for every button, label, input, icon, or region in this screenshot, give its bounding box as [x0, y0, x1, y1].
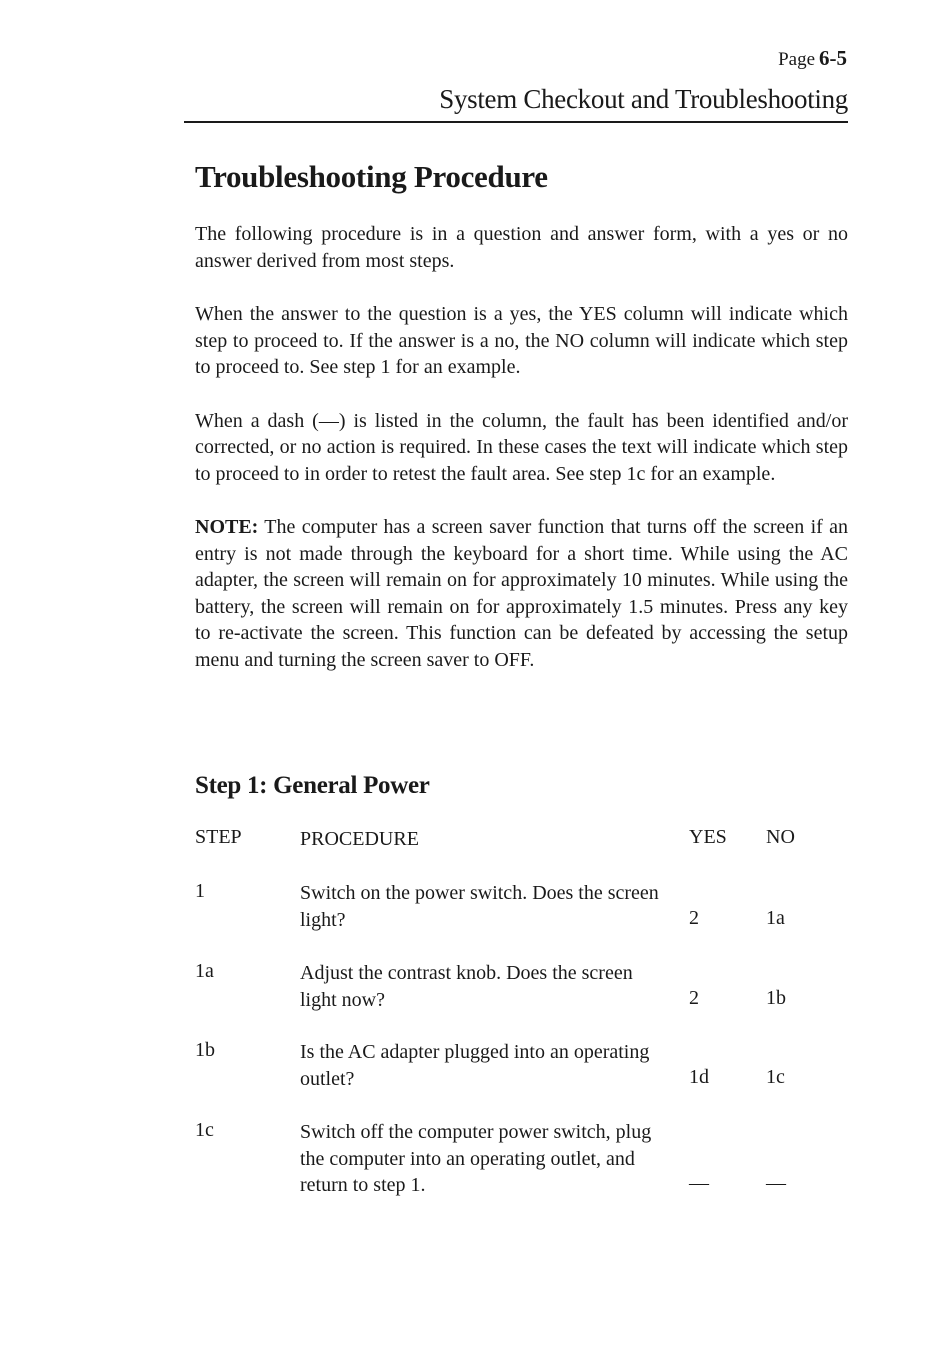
- row-no: —: [766, 1172, 786, 1194]
- table-header: [195, 826, 848, 866]
- page-number: [778, 46, 847, 71]
- yes-no-paragraph: When the answer to the question is a yes, the YES column will indicate which step to proceed to. If the answer is a no, the NO column will indicate which step to proceed to. See step 1 for an example.: [195, 303, 848, 378]
- header-step: STEP: [195, 826, 242, 848]
- header-yes: YES: [689, 826, 727, 848]
- page-number-value: 6-5: [819, 46, 847, 70]
- procedure-table: [195, 826, 848, 1196]
- intro-paragraph: The following procedure is in a question and answer form, with a yes or no answer derived from most steps.: [195, 223, 848, 272]
- note-paragraph: [195, 514, 848, 673]
- section-title: Troubleshooting Procedure: [195, 159, 548, 194]
- header-rule: [184, 121, 848, 123]
- table-row: [195, 1039, 848, 1109]
- row-procedure: Switch off the computer power switch, plug the computer into an operating outlet, and return to step 1.: [300, 1121, 652, 1196]
- table-row: [195, 880, 848, 950]
- main-content: [195, 150, 848, 673]
- row-yes: 2: [689, 987, 699, 1009]
- row-step: 1b: [195, 1039, 215, 1061]
- row-yes: 2: [689, 907, 699, 929]
- note-label: NOTE:: [195, 516, 259, 538]
- header-procedure: PROCEDURE: [300, 828, 419, 850]
- row-no: 1a: [766, 907, 785, 929]
- table-row: [195, 1119, 848, 1209]
- row-procedure: Adjust the contrast knob. Does the screen light now?: [300, 962, 633, 1011]
- row-no: 1c: [766, 1066, 785, 1088]
- running-header-title: System Checkout and Troubleshooting: [439, 84, 848, 114]
- step-title: Step 1: General Power: [195, 772, 430, 799]
- row-step: 1c: [195, 1119, 214, 1141]
- row-step: 1: [195, 880, 205, 902]
- dash-paragraph: When a dash (—) is listed in the column, the fault has been identified and/or corrected, or no action is required. In these cases the text will indicate which step to proceed to in order to retest the fault area. See step 1c for an example.: [195, 409, 848, 485]
- header-no: NO: [766, 826, 795, 848]
- row-procedure: Is the AC adapter plugged into an operating outlet?: [300, 1041, 650, 1090]
- page-label: Page: [778, 49, 815, 70]
- row-no: 1b: [766, 987, 786, 1009]
- row-yes: 1d: [689, 1066, 709, 1088]
- table-row: [195, 960, 848, 1030]
- row-procedure: Switch on the power switch. Does the screen light?: [300, 882, 659, 931]
- row-step: 1a: [195, 960, 214, 982]
- row-yes: —: [689, 1172, 709, 1194]
- note-text: The computer has a screen saver function that turns off the screen if an entry is not made through the keyboard for a short time. While using the AC adapter, the screen will remain on for approximately 10 minutes. While using the battery, the screen will remain on for approximately 1.5 minutes. Press any key to re-activate the screen. This function can be defeated by accessing the setup menu and turning the screen saver to OFF.: [195, 516, 848, 671]
